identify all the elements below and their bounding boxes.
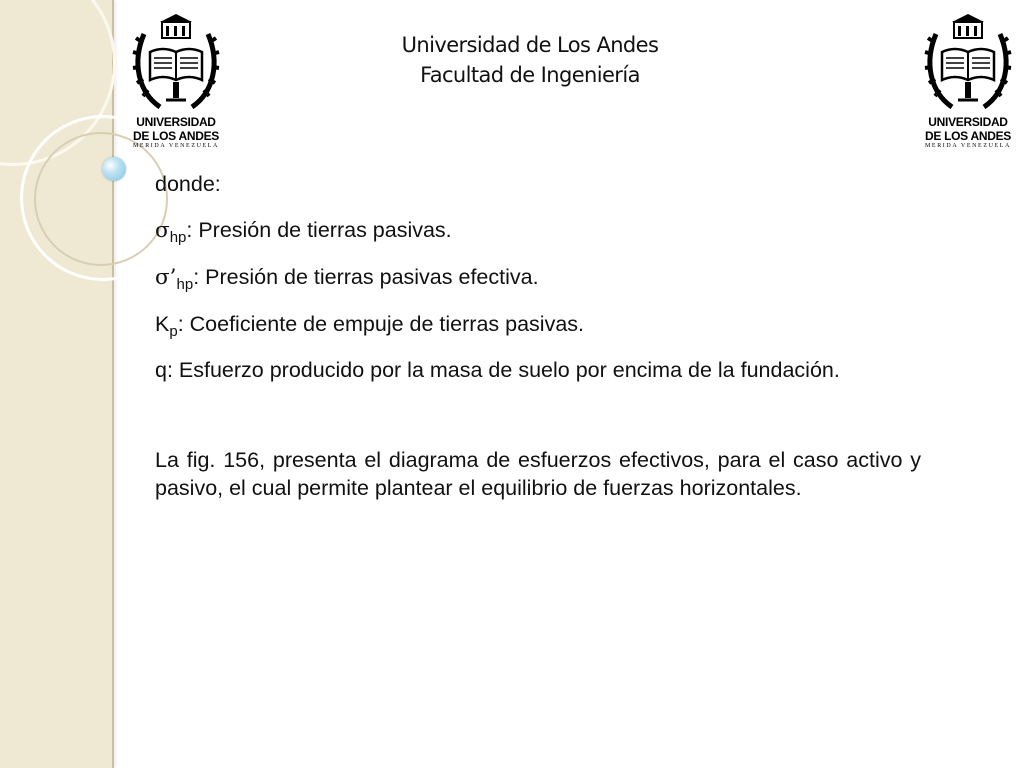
- logo-name-line2: DE LOS ANDES: [133, 129, 219, 143]
- symbol: σ’: [155, 265, 177, 290]
- faculty-title: Facultad de Ingeniería: [420, 63, 640, 87]
- definition-sigma-prime-hp: [155, 263, 921, 292]
- definition-sigma-hp: [155, 216, 921, 245]
- slide-body: [155, 170, 921, 502]
- logo-name-line1: UNIVERSIDAD: [136, 115, 216, 129]
- definition-text: : Presión de tierras pasivas efectiva.: [193, 265, 539, 289]
- university-seal-icon: [130, 12, 222, 114]
- subscript: hp: [169, 229, 187, 246]
- logo-name-line2: DE LOS ANDES: [925, 129, 1011, 143]
- decorative-sidebar: [0, 0, 114, 768]
- logo-location: MERIDA VENEZUELA: [925, 143, 1011, 149]
- definition-text: : Presión de tierras pasivas.: [186, 218, 452, 242]
- definition-q: q: Esfuerzo producido por la masa de suelo por encima de la fundación.: [155, 358, 840, 382]
- logo-location: MERIDA VENEZUELA: [133, 143, 219, 149]
- symbol: K: [155, 312, 170, 336]
- decorative-bead: [102, 157, 126, 181]
- university-title: Universidad de Los Andes: [401, 33, 659, 57]
- definition-kp: [155, 310, 921, 338]
- logo-name-line1: UNIVERSIDAD: [928, 115, 1008, 129]
- subscript: hp: [176, 276, 194, 293]
- figure-paragraph: La fig. 156, presenta el diagrama de esfuerzos efectivos, para el caso activo y pasivo, el cual permite plantear el equilibrio de fuerzas horizontales.: [155, 448, 921, 500]
- university-logo-right: [922, 12, 1014, 152]
- slide-header: [330, 30, 730, 90]
- decorative-ring: [34, 132, 168, 266]
- subscript: p: [169, 323, 178, 340]
- definition-text: : Coeficiente de empuje de tierras pasivas.: [177, 312, 585, 336]
- symbol: σ: [155, 218, 170, 243]
- university-seal-icon: [922, 12, 1014, 114]
- intro-text: donde:: [155, 172, 221, 196]
- university-logo-left: [130, 12, 222, 152]
